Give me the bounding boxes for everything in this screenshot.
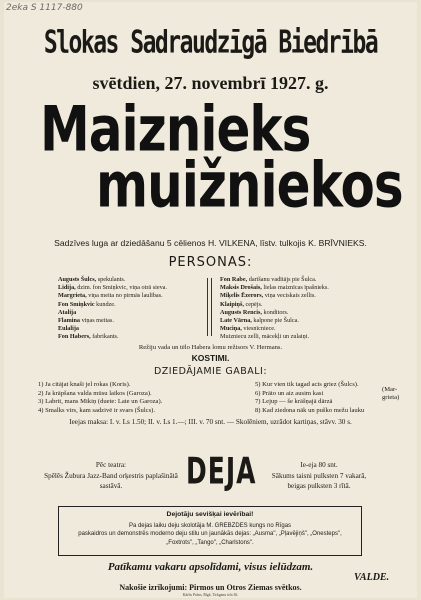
- cast-entry: Fon Smiņkvic kundze.: [58, 300, 116, 308]
- director-credit: Režiju vada un tēlo Habera lomu režisors V. Hermans.: [138, 344, 283, 351]
- cast-divider: [211, 278, 212, 336]
- end-time: beigas pulksten 3 rītā.: [287, 482, 351, 490]
- entrance-fee: Ie-eja 80 snt.: [300, 461, 338, 469]
- play-title-line2: muižniekos: [96, 148, 403, 222]
- cast-entry: Fon Rabe, darīšanu vadītājs pie Šulca.: [220, 276, 317, 283]
- dance-heading: DEJA: [186, 450, 257, 493]
- cast-entry: Muciņa, viesnīcniece.: [220, 325, 276, 333]
- song-item: 4) Smalks virs, kam sadzivē ir svars (Šulcs).: [38, 406, 156, 414]
- song-item: 7) Lejup — še krāšņajā dārzā: [255, 398, 333, 406]
- song-item: 2) Ja krāpšana valda mūsu laikos (Garoza).: [38, 389, 152, 397]
- cast-entry: Lidija, dzim. fon Smiņkvic, viņa otrā sieva.: [58, 284, 167, 292]
- cast-entry: Klaipiņš, cepējs.: [220, 300, 263, 308]
- personas-heading: PERSONAS:: [168, 255, 253, 270]
- welcome-line: Patīkamu vakaru apsolīdami, visus ielūdzam.: [107, 561, 314, 573]
- cast-entry: Maksis Drošais, lielas maiznīcas īpašnieks.: [220, 284, 329, 292]
- cast-divider: [207, 278, 208, 336]
- songs-list-right: [255, 381, 364, 415]
- cast-entry: Augusts Šulcs, spekulants.: [58, 276, 126, 283]
- songs-list-left: [38, 381, 162, 415]
- start-time: Sākums taisni pulksten 7 vakarā,: [271, 471, 367, 480]
- play-subtitle: Sadzīves luga ar dziedāšanu 5 cēlienos H. VILKENA, līstv. tulkojis K. BRĪVNIEKS.: [54, 238, 367, 248]
- cast-list-right: [220, 276, 390, 342]
- event-date: svētdien, 27. novembrī 1927. g.: [92, 73, 329, 93]
- society-name: Slokas Sadraudzīgā Biedrībā: [43, 25, 378, 61]
- cast-entry: Muizniecu zelli, mācekļi un zulaiņi.: [220, 333, 309, 341]
- margrieta-label: (Mar- grieta): [382, 386, 400, 401]
- cast-entry: Atalija: [58, 308, 77, 316]
- notice-line: Pa dejas laiku deju skolotāja M. GREBZDES kungs no Rīgas: [128, 523, 292, 529]
- song-item: 5) Kur vien tik tagad acis griez (Šulcs).: [255, 381, 359, 388]
- cast-entry: Eulalija: [58, 325, 79, 333]
- archive-pencil-note: 2eka S 1117-880: [6, 3, 83, 13]
- after-theatre-block: [36, 460, 186, 492]
- songs-heading: DZIEDĀJAMIE GABALI:: [153, 366, 268, 377]
- cast-entry: Augusts Rencis, konditors.: [220, 308, 289, 316]
- song-item: 6) Prāto un aiz ausim kasi: [255, 389, 324, 397]
- song-item: 1) Ja citājat knaši jel rokas (Koris).: [38, 381, 131, 388]
- song-item: 3) Labrit, mans Mikiņ (duete: Late un Garoza).: [38, 398, 163, 406]
- orchestra-note: Spēlēs Žubura Jazz-Band orķestris paplašinātā sastāvā.: [44, 471, 178, 490]
- cast-entry: Miķelis Ēzerors, viņa veciskais zellis.: [220, 292, 316, 300]
- cast-list-left: [58, 276, 208, 342]
- admission-prices: Ieejas maksa: I. v. Ls 1.50; II. v. Ls 1.—; III. v. 70 snt. — Skolēniem, uzrādot kartiņas, stāvv. 30 s.: [69, 418, 352, 426]
- song-item: 8) Kad ziedona nāk un puško mežu lauku: [255, 406, 365, 414]
- notice-line: „Foxtrots", „Tango", „Charlstons".: [166, 540, 254, 546]
- notice-line: paskaidros un demonstrēs moderno deju stilu un jaunākās dejas: „Ausma", „Pļavējiņš", „Onesteps",: [78, 531, 342, 537]
- board-signature: VALDE.: [354, 572, 390, 583]
- play-title-line1: Maiznieks: [40, 92, 311, 166]
- notice-heading: Dejotāju sevišķai ievērībai!: [166, 511, 254, 518]
- dancers-notice-box: [58, 506, 362, 556]
- costumes-note: KOSTIMI.: [191, 353, 230, 363]
- next-events: Nakošie izrīkojumi: Pirmos un Otros Ziemas svētkos.: [119, 583, 302, 592]
- cast-entry: Margrieta, viņa meita no pirmās laulības.: [58, 292, 163, 300]
- after-theatre-label: Pēc teatra:: [95, 461, 127, 469]
- cast-entry: Late Vārna, kalpone pie Šulca.: [220, 317, 299, 325]
- printer-credit: Kārlis Prāns, Rīgā, Tirkganu iela 36.: [182, 593, 239, 597]
- dance-times-block: [244, 460, 394, 492]
- cast-entry: Fon Habers, fabrikants.: [58, 333, 119, 341]
- cast-entry: Flamina viņas meitas.: [58, 317, 114, 325]
